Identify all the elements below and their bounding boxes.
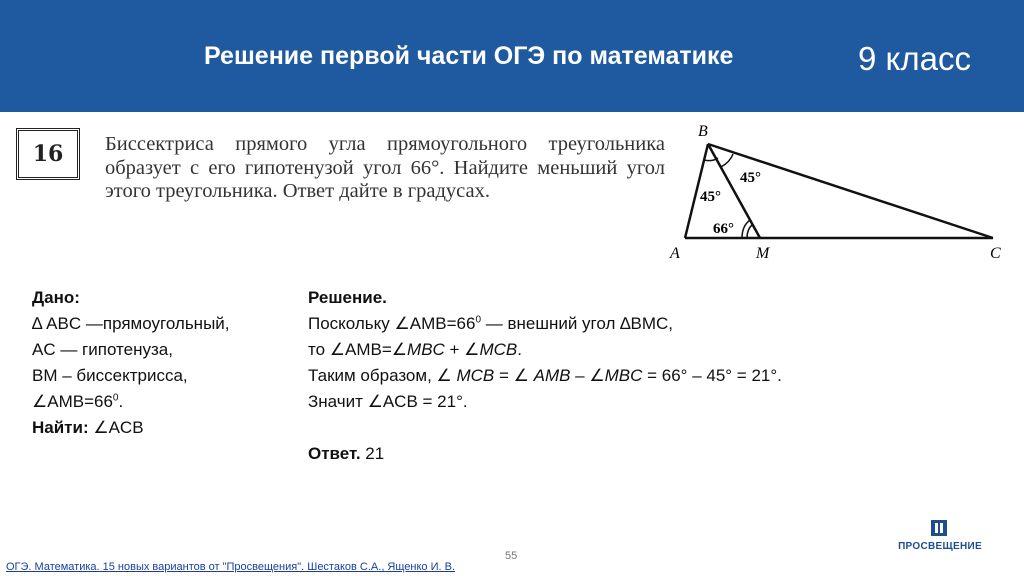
answer-line: [308, 441, 908, 467]
sol-l2-c: + ∠: [444, 340, 480, 359]
find-value: ∠ACB: [88, 418, 144, 437]
sol-l2-e: .: [517, 340, 522, 359]
task-number: 16: [16, 128, 80, 180]
grade-label: 9 класс: [858, 40, 971, 77]
sol-l3-c: = ∠: [494, 366, 534, 385]
angle-label-mbc: 45°: [740, 170, 761, 186]
page-number: 55: [505, 550, 518, 562]
given-line-1: ∆ ABC —прямоугольный,: [32, 314, 230, 333]
sol-l1-a: Поскольку ∠AMB=66: [308, 314, 476, 333]
angle-label-abm: 45°: [700, 189, 721, 205]
sol-l2-a: то ∠AMB=∠: [308, 340, 408, 359]
find-label: Найти:: [32, 418, 89, 437]
sol-l2-b: MBC: [407, 340, 445, 359]
triangle-figure: [660, 118, 1020, 268]
answer-label: Ответ.: [308, 444, 361, 463]
side-bc: [708, 144, 993, 238]
vertex-label-c: C: [990, 245, 1001, 262]
sol-l2-d: MCB: [479, 340, 518, 359]
vertex-label-b: B: [698, 123, 708, 140]
logo-text: ПРОСВЕЩЕНИЕ: [898, 541, 982, 552]
solution-line-2: [308, 337, 908, 363]
book-icon: [930, 518, 948, 538]
given-line-2: AC — гипотенуза,: [32, 340, 173, 359]
angle-label-amb: 66°: [713, 221, 734, 237]
vertex-label-a: A: [670, 245, 680, 262]
solution-line-4: Значит ∠ACB = 21°.: [308, 392, 468, 411]
sol-l1-b: — внешний угол ∆BMC,: [481, 314, 674, 333]
sol-l3-b: MCB: [456, 366, 495, 385]
sol-l3-e: – ∠: [570, 366, 605, 385]
slide-title: Решение первой части ОГЭ по математике: [204, 42, 734, 70]
answer-value: 21: [360, 444, 385, 463]
source-link[interactable]: ОГЭ. Математика. 15 новых вариантов от "Просвещения". Шестаков С.А., Ященко И. В.: [6, 561, 456, 573]
solution-line-3: [308, 363, 908, 389]
sol-l3-d: AMB: [533, 366, 571, 385]
given-line-4: [32, 389, 302, 415]
sol-l3-g: = 66° – 45° = 21°.: [642, 366, 782, 385]
find-line: [32, 415, 302, 441]
sol-l3-a: Таким образом, ∠: [308, 366, 457, 385]
sol-l1-sup: 0: [475, 314, 481, 326]
header-bar: [0, 0, 1024, 112]
given-line-3: BM – биссектрисса,: [32, 366, 188, 385]
solution-line-1: [308, 311, 908, 337]
angle-arc-b-right: [721, 154, 733, 167]
sol-l3-f: MBC: [604, 366, 643, 385]
given-degree-sup: 0: [112, 392, 119, 404]
given-line-4-dot: .: [118, 392, 124, 411]
given-line-4-text: ∠AMB=66: [32, 392, 113, 411]
given-block: [32, 285, 302, 441]
solution-block: [308, 285, 908, 467]
publisher-logo: [890, 518, 990, 558]
given-title: Дано:: [32, 288, 80, 307]
vertex-label-m: M: [756, 245, 770, 262]
task-statement: Биссектриса прямого угла прямоугольного треугольника образует с его гипотенузой угол 66°. Найдите меньший угол этого треугольника. Ответ дайте в градусах.: [105, 133, 665, 202]
solution-title: Решение.: [308, 288, 387, 307]
solution-spacer: [308, 415, 908, 441]
